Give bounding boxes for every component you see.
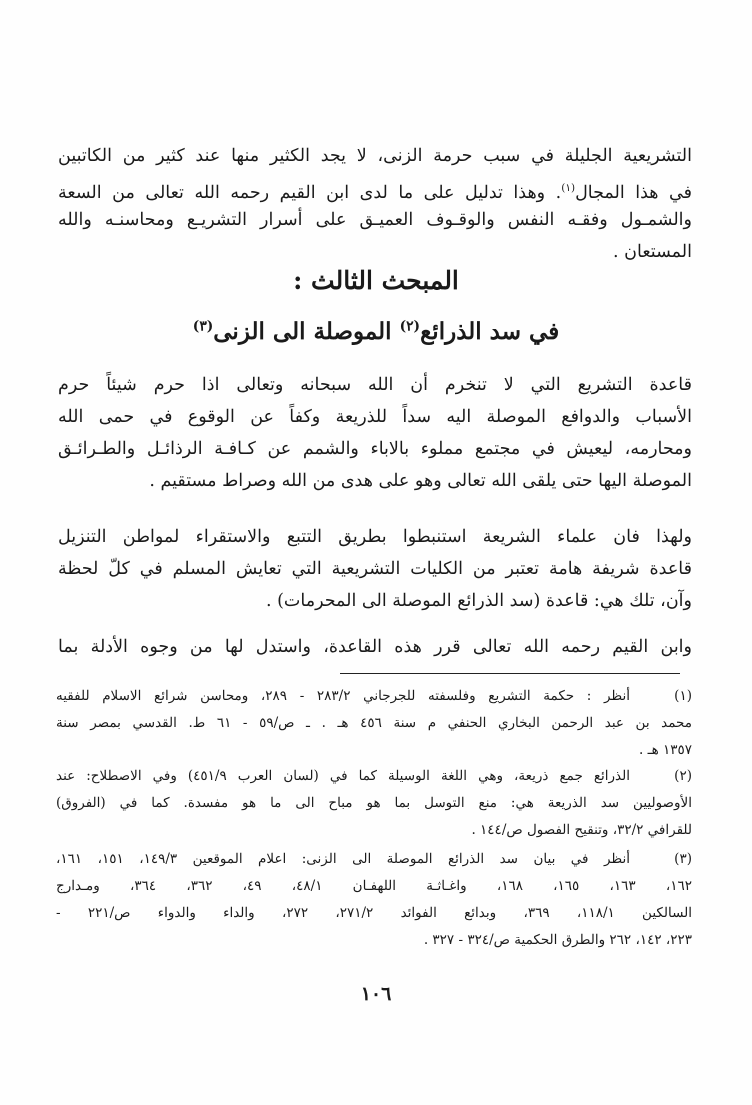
footnote-2-number: (٢) bbox=[674, 768, 692, 784]
footnote-1-number: (١) bbox=[674, 688, 692, 704]
paragraph-2-line-1: قاعدة التشريع التي لا تنخرم أن الله سبحانه وتعالى اذا حرم شيئاً حرم bbox=[58, 375, 692, 395]
subheading-part-2: الموصلة الى الزنى bbox=[213, 318, 400, 345]
paragraph-1-line-2-rest: . وهذا تدليل على ما لدى ابن القيم رحمه الله تعالى من السعة bbox=[58, 182, 562, 203]
footnote-ref-3: (٣) bbox=[192, 318, 214, 335]
footnote-3-line-1: أنظر في بيان سد الذرائع الموصلة الى الزنى: اعلام الموقعين ١٤٩/٣، ١٥١، ١٦١، bbox=[56, 851, 630, 867]
paragraph-1-line-1: التشريعية الجليلة في سبب حرمة الزنى، لا يجد الكثير منها عند كثير من الكاتبين bbox=[58, 146, 692, 166]
paragraph-1-line-3: والشمـول وفقـه النفس والوقـوف العميـق على أسرار التشريـع ومحاسنـه والله bbox=[58, 210, 692, 230]
footnote-3 bbox=[56, 846, 692, 954]
paragraph-1-line-2 bbox=[58, 173, 692, 208]
footnote-3-number: (٣) bbox=[674, 851, 692, 867]
footnote-2-line-1: الذرائع جمع ذريعة، وهي اللغة الوسيلة كما في (لسان العرب ٤٥١/٩) وفي الاصطلاح: عند bbox=[56, 768, 630, 784]
paragraph-2-line-4: الموصلة اليها حتى يلقى الله تعالى وهو على هدى من الله وصراط مستقيم . bbox=[149, 471, 692, 491]
paragraph-3-line-2: قاعدة شريفة هامة تعتبر من الكليات التشريعية التي تعايش المسلم في كلّ لحظة bbox=[58, 559, 692, 579]
footnote-ref-2: (٢) bbox=[399, 318, 421, 335]
footnote-2-line-3: للقرافي ٣٢/٢، وتنقيح الفصول ص/١٤٤ . bbox=[471, 822, 692, 838]
footnote-3-line-3: السالكين ١١٨/١، ٣٦٩، وبدائع الفوائد ٢٧١/٢، ٢٧٢، والداء والدواء ص/٢٢١ - bbox=[56, 905, 692, 921]
footnote-2 bbox=[56, 763, 692, 844]
page-number: ١٠٦ bbox=[360, 983, 392, 1005]
footnote-ref-1: (١) bbox=[561, 182, 576, 194]
paragraph-4-line-1: وابن القيم رحمه الله تعالى قرر هذه القاعدة، واستدل لها من وجوه الأدلة بما bbox=[58, 637, 692, 657]
footnote-2-line-2: الأوصوليين سد الذريعة هي: منع التوسل بما هو مباح الى ما هو مفسدة. كما في (الفروق) bbox=[56, 795, 692, 811]
footnote-3-line-2: ١٦٢، ١٦٣، ١٦٥، ١٦٨، واغـاثـة اللهفـان ٤٨/١، ٤٩، ٣٦٢، ٣٦٤، ومـدارج bbox=[56, 878, 692, 894]
footnote-1 bbox=[56, 683, 692, 764]
footnote-divider bbox=[340, 673, 680, 674]
section-heading: المبحث الثالث : bbox=[293, 266, 459, 295]
paragraph-1-line-4: المستعان . bbox=[613, 242, 692, 262]
subheading-part-1: في سد الذرائع bbox=[420, 318, 560, 345]
footnote-3-line-4: ٢٢٣، ١٤٢، ٢٦٢ والطرق الحكمية ص/٣٢٤ - ٣٢٧ . bbox=[423, 932, 692, 948]
footnote-1-line-1: أنظر : حكمة التشريع وفلسفته للجرجاني ٢٨٣/٢ - ٢٨٩، ومحاسن شرائع الاسلام للفقيه bbox=[56, 688, 630, 704]
paragraph-2-line-3: ومحارمه، ليعيش في مجتمع مملوء بالاباء والشمم عن كـافـة الرذائـل والطـرائـق bbox=[58, 439, 692, 459]
paragraph-2-line-2: الأسباب والدوافع الموصلة اليه سداً للذريعة وكفاً عن الوقوع في حمى الله bbox=[58, 407, 692, 427]
paragraph-1-line-2-text: في هذا المجال bbox=[575, 182, 692, 203]
footnote-1-line-2: محمد بن عبد الرحمن البخاري الحنفي م سنة ٤٥٦ هـ . ـ ص/٥٩ - ٦١ ط. القدسي بمصر سنة bbox=[56, 715, 692, 731]
section-subheading bbox=[0, 318, 752, 345]
paragraph-3-line-3: وآن، تلك هي: قاعدة (سد الذرائع الموصلة الى المحرمات) . bbox=[265, 591, 692, 611]
footnote-1-line-3: ١٣٥٧ هـ . bbox=[639, 742, 692, 758]
paragraph-3-line-1: ولهذا فان علماء الشريعة استنبطوا بطريق التتبع والاستقراء لمواطن التنزيل bbox=[58, 527, 692, 547]
